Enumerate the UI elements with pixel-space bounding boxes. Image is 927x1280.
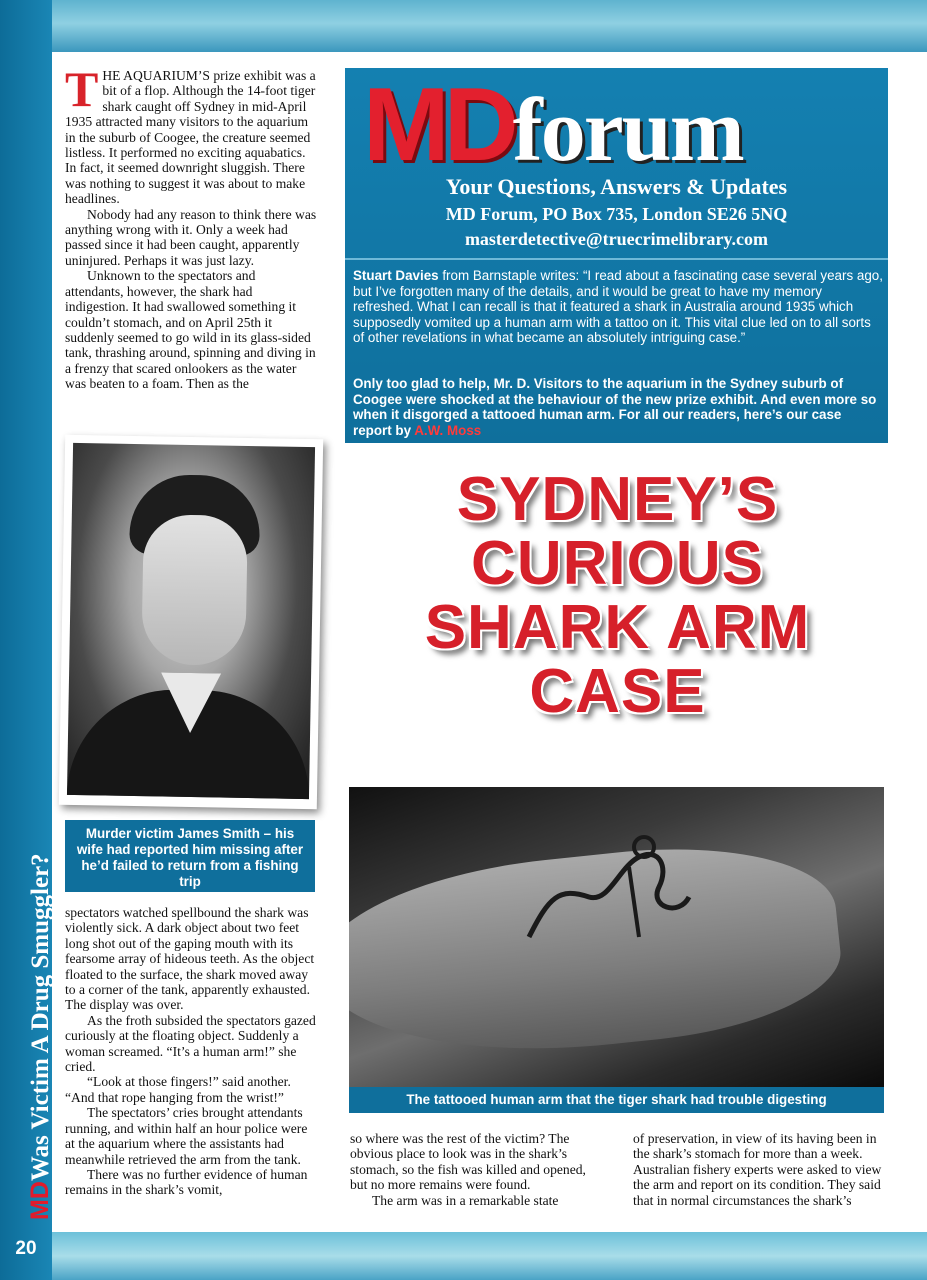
article-column-2 [350, 1131, 595, 1208]
forum-address: MD Forum, PO Box 735, London SE26 5NQ [445, 204, 788, 224]
letter-author: Stuart Davies [353, 268, 439, 283]
photo-face [141, 514, 248, 666]
forum-tagline: Your Questions, Answers & Updates [445, 174, 788, 199]
article-paragraph: spectators watched spellbound the shark was violently sick. A dark object about two feet long shot out of the gaping mouth with its fearsome array of hideous teeth. As the object floated to the surface, the shark moved away to a corner of the tank, apparently exhausted. The display was over. [65, 905, 315, 1013]
md-forum-logo [363, 67, 863, 183]
page-number: 20 [15, 1238, 37, 1259]
article-paragraph: “Look at those fingers!” said another. “And that rope hanging from the wrist!” [65, 1074, 291, 1105]
drop-cap: T [65, 61, 99, 117]
arm-photo-caption: The tattooed human arm that the tiger shark had trouble digesting [349, 1087, 884, 1113]
article-paragraph: so where was the rest of the victim? The obvious place to look was in the shark’s stomach, so the fish was killed and opened, but no more remains were found. [350, 1131, 586, 1193]
reader-letter [353, 268, 883, 346]
water-banner-bottom [0, 1232, 927, 1280]
headline-line: SHARK ARM [424, 593, 811, 662]
headline-line: CASE [529, 657, 706, 726]
forum-divider [345, 258, 888, 260]
tattooed-arm-photo [349, 787, 884, 1087]
reply-author: A.W. Moss [414, 422, 482, 438]
article-paragraph: Unknown to the spectators and attendants, however, the shark had indigestion. It had swallowed something it couldn’t stomach, and on April 25th it suddenly seemed to go wild in its glass-sided tank, thrashing around, spinning and diving in a frenzy that scared onlookers as the water was beaten to a foam. Then as the [65, 268, 316, 392]
editor-reply [353, 376, 883, 438]
letter-text: from Barnstaple writes: “I read about a fascinating case several years ago, but I’ve forgotten many of the details, and it would be great to have my memory refreshed. What I can recall is that it featured a shark in Australia around 1935 which supposedly vomited up a human arm with a tattoo on it. This vital clue led on to all sorts of other revelations in what became an absolutely intriguing case.” [353, 268, 883, 345]
logo-md: MD [363, 67, 513, 183]
article-paragraph: The spectators’ cries brought attendants running, and within half an hour police were at the aquarium where the assistants had meanwhile retrieved the arm from the tank. [65, 1105, 308, 1167]
victim-portrait-photo [67, 443, 315, 799]
tattoo-drawing [519, 827, 699, 947]
article-column-3 [633, 1131, 883, 1208]
headline [345, 465, 890, 726]
reply-text: Only too glad to help, Mr. D. Visitors to the aquarium in the Sydney suburb of Coogee were shocked at the behaviour of the new prize exhibit. And even more so when it disgorged a tattooed human arm. For all our readers, here’s our case report by [353, 376, 877, 438]
photo-caption: Murder victim James Smith – his wife had reported him missing after he’d failed to return from a fishing trip [65, 820, 315, 892]
logo-forum: forum [512, 81, 743, 180]
article-paragraph: There was no further evidence of human remains in the shark’s vomit, [65, 1166, 308, 1198]
forum-email: masterdetective@truecrimelibrary.com [464, 229, 769, 249]
article-paragraph: As the froth subsided the spectators gazed curiously at the floating object. Suddenly a woman screamed. “It’s a human arm!” she cried. [65, 1012, 316, 1075]
paragraph-text: HE AQUARIUM’S prize exhibit was a bit of a flop. Although the 14-foot tiger shark caught off Sydney in mid-April 1935 attracted many visitors to the aquarium in the suburb of Coogee, the creature seemed listless. It performed no exciting aquabatics. In fact, it seemed downright sluggish. There was nothing to suggest it was about to make headlines. [65, 68, 316, 207]
article-paragraph: The arm was in a remarkable state [372, 1192, 559, 1208]
headline-line: CURIOUS [471, 529, 764, 598]
victim-photo-frame [59, 435, 323, 809]
article-column-1-lower [65, 905, 317, 1198]
spine-md-logo: MD [26, 1181, 54, 1220]
article-paragraph [65, 61, 317, 207]
spine-title [26, 853, 55, 1220]
article-column-1 [65, 61, 317, 392]
headline-line: SYDNEY’S [456, 465, 779, 534]
spine-title-text: Was Victim A Drug Smuggler? [27, 853, 54, 1182]
water-banner-top [0, 0, 927, 52]
article-paragraph: of preservation, in view of its having been in the shark’s stomach for more than a week. Australian fishery experts were asked to view the arm and report on its condition. They said that in normal circumstances the shark’s [633, 1131, 882, 1208]
article-paragraph: Nobody had any reason to think there was anything wrong with it. Only a week had passed since it had been caught, apparently uninjured. Perhaps it was just lazy. [65, 206, 317, 268]
